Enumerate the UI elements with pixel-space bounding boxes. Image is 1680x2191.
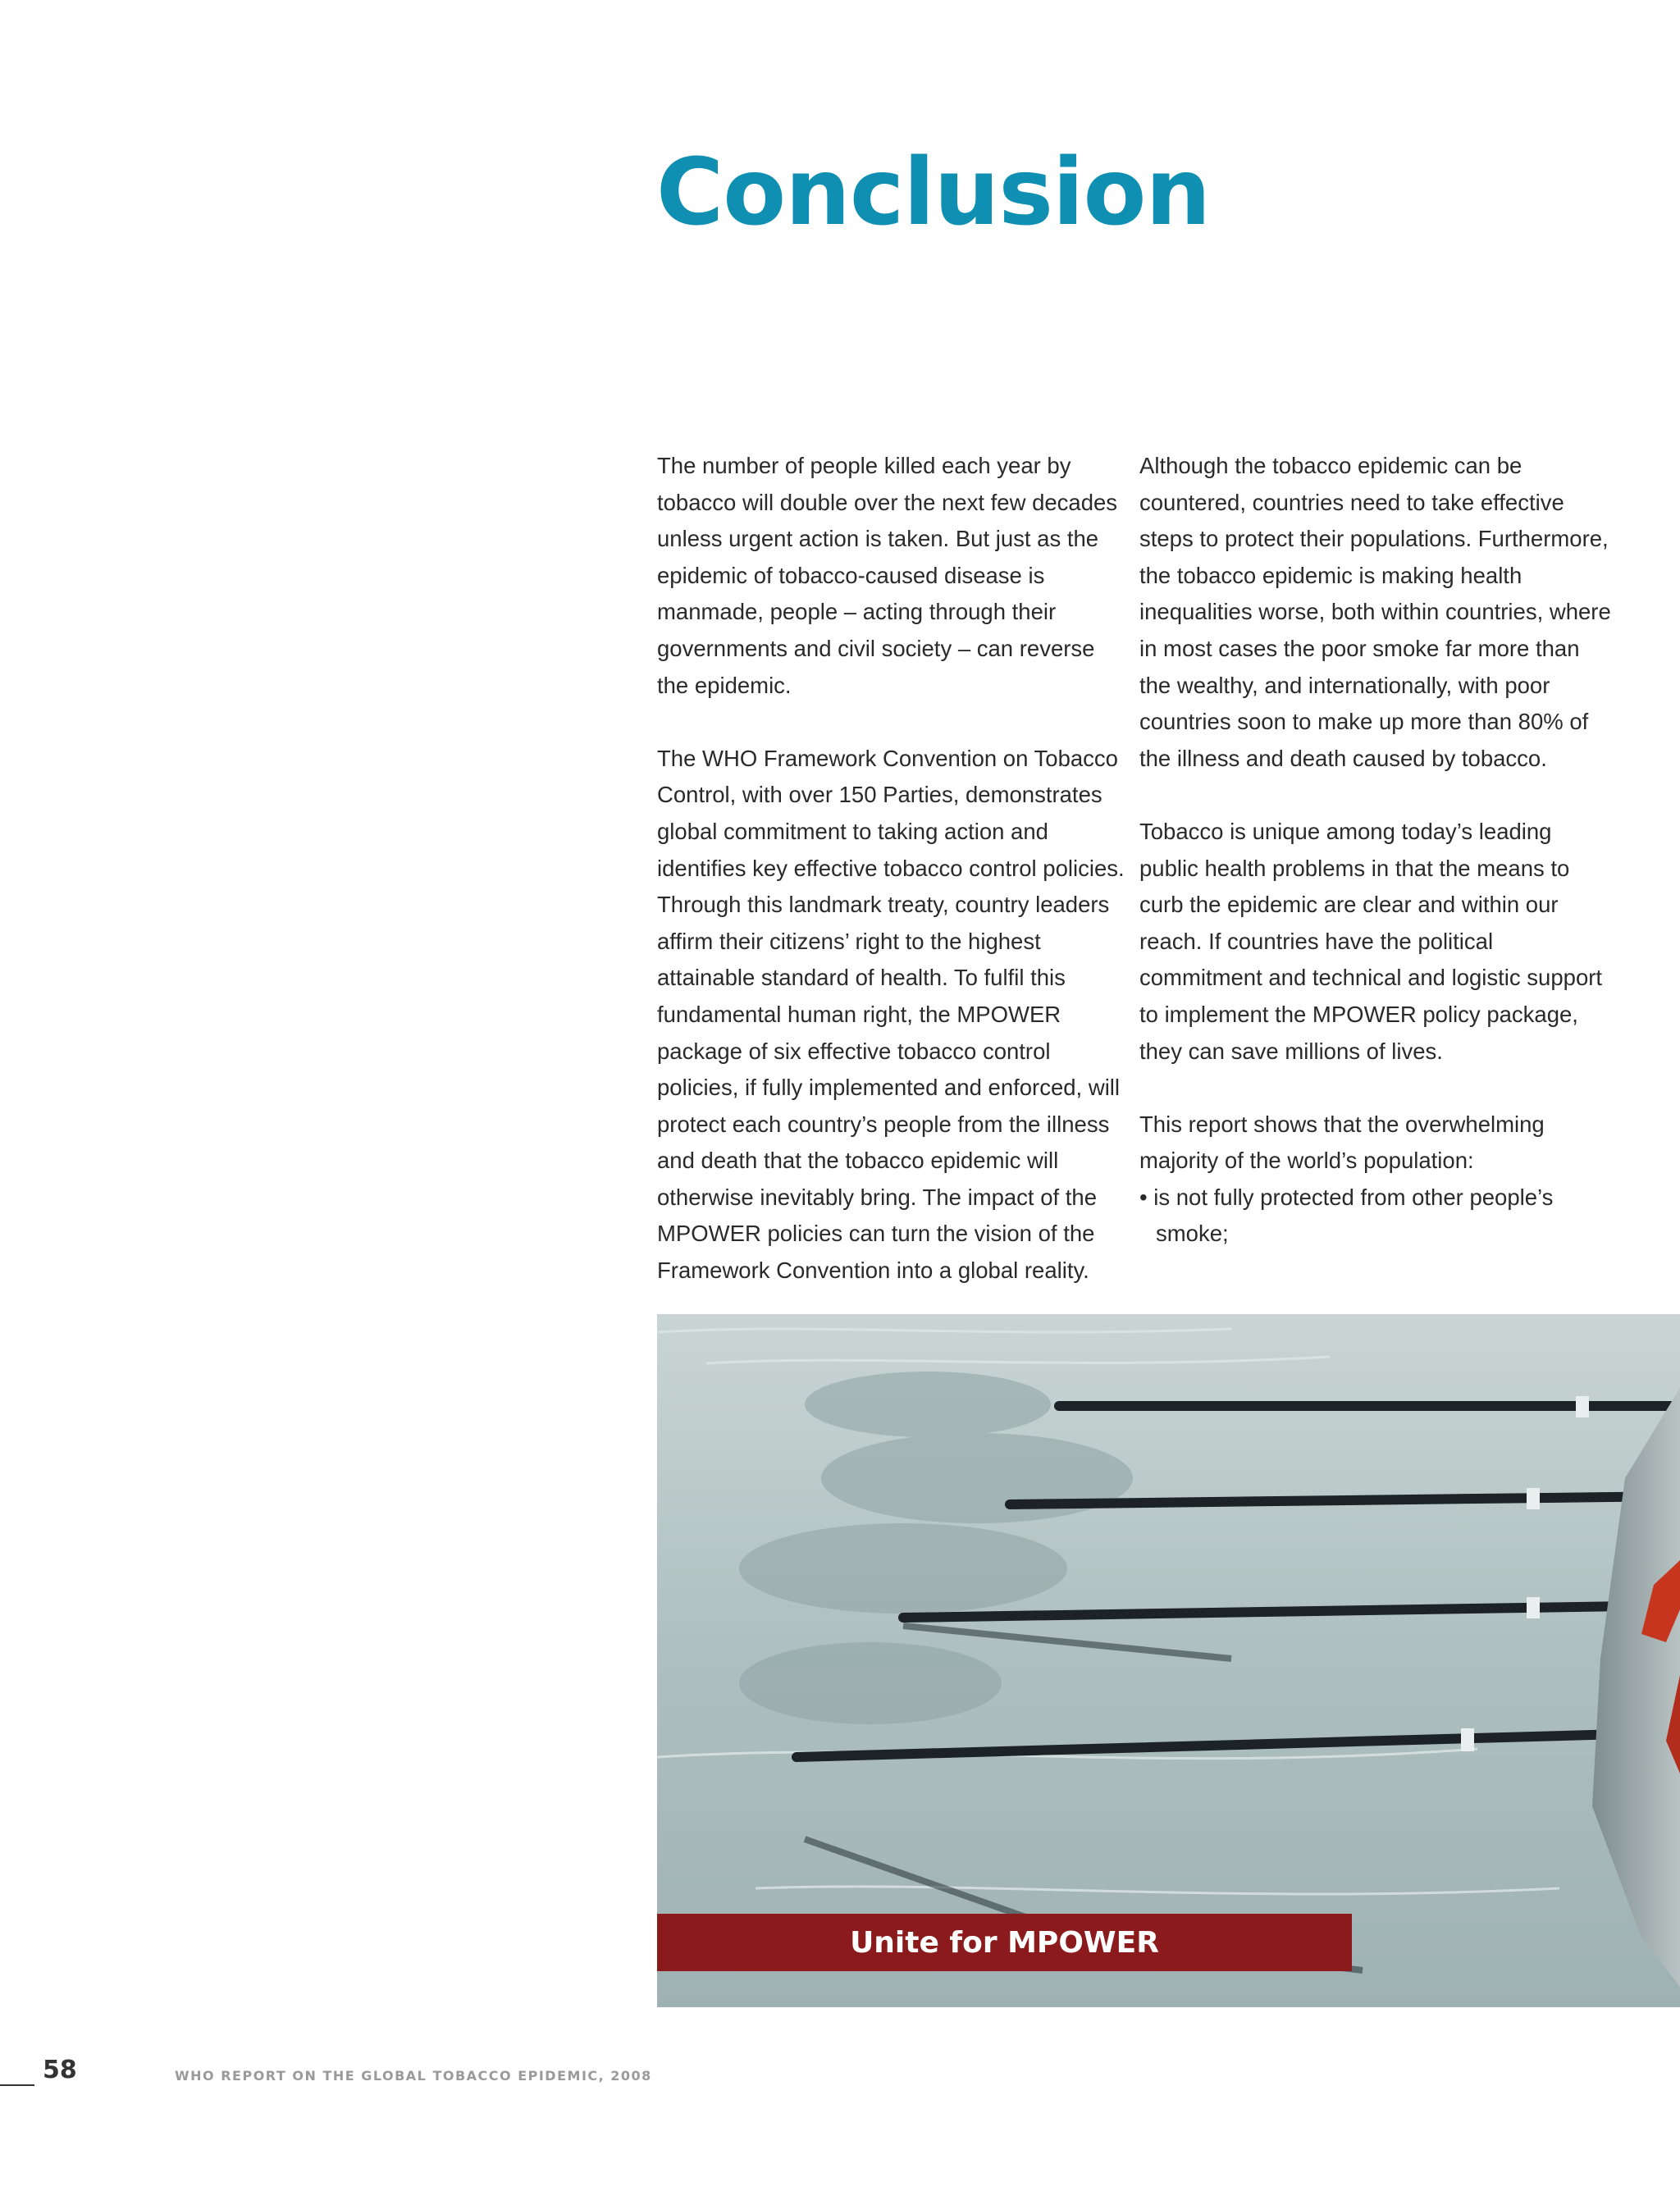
paragraph: Although the tobacco epidemic can be countered, countries need to take effective steps to protect their populations. Furthermore, the tobacco epidemic is making health inequalities worse, both within countries, where in most cases the poor smoke far more than the wealthy, and internationally, with poor countries soon to make up more than 80% of the illness and death caused by tobacco. (1139, 453, 1611, 771)
paragraph: The WHO Framework Convention on Tobacco Control, with over 150 Parties, demonstrates global commitment to taking action and identifies key effective tobacco control policies. Through this landmark treaty, country leaders affirm their citizens’ right to the highest attainable standard of health. To fulfil this fundamental human right, the MPOWER package of six effective tobacco control policies, if fully implemented and enforced, will protect each country’s people from the illness and death that the tobacco epidemic will otherwise inevitably bring. The impact of the MPOWER policies can turn the vision of the Framework Convention into a global reality. (657, 745, 1125, 1284)
page-number: 58 (43, 2056, 77, 2084)
paragraph: This report shows that the overwhelming majority of the world’s population: (1139, 1111, 1545, 1174)
page-title: Conclusion (656, 139, 1211, 246)
left-text-column (657, 448, 1129, 1326)
running-title: WHO REPORT ON THE GLOBAL TOBACCO EPIDEMIC, 2008 (175, 2068, 652, 2084)
right-text-column (1139, 448, 1611, 1253)
bullet-item: • is not fully protected from other people’s smoke; (1139, 1184, 1554, 1247)
unite-for-mpower-banner: Unite for MPOWER (657, 1914, 1352, 1971)
rowing-photo (657, 1314, 1680, 2007)
rowing-oars-illustration (657, 1314, 1680, 2007)
paragraph: The number of people killed each year by tobacco will double over the next few decades unless urgent action is taken. But just as the epidemic of tobacco-caused disease is manmade, people – acting through their governments and civil society – can reverse the epidemic. (657, 453, 1118, 698)
paragraph: Tobacco is unique among today’s leading public health problems in that the means to curb the epidemic are clear and within our reach. If countries have the political commitment and technical and logistic support to implement the MPOWER policy package, they can save millions of lives. (1139, 818, 1603, 1064)
footer-rule (0, 2084, 34, 2086)
